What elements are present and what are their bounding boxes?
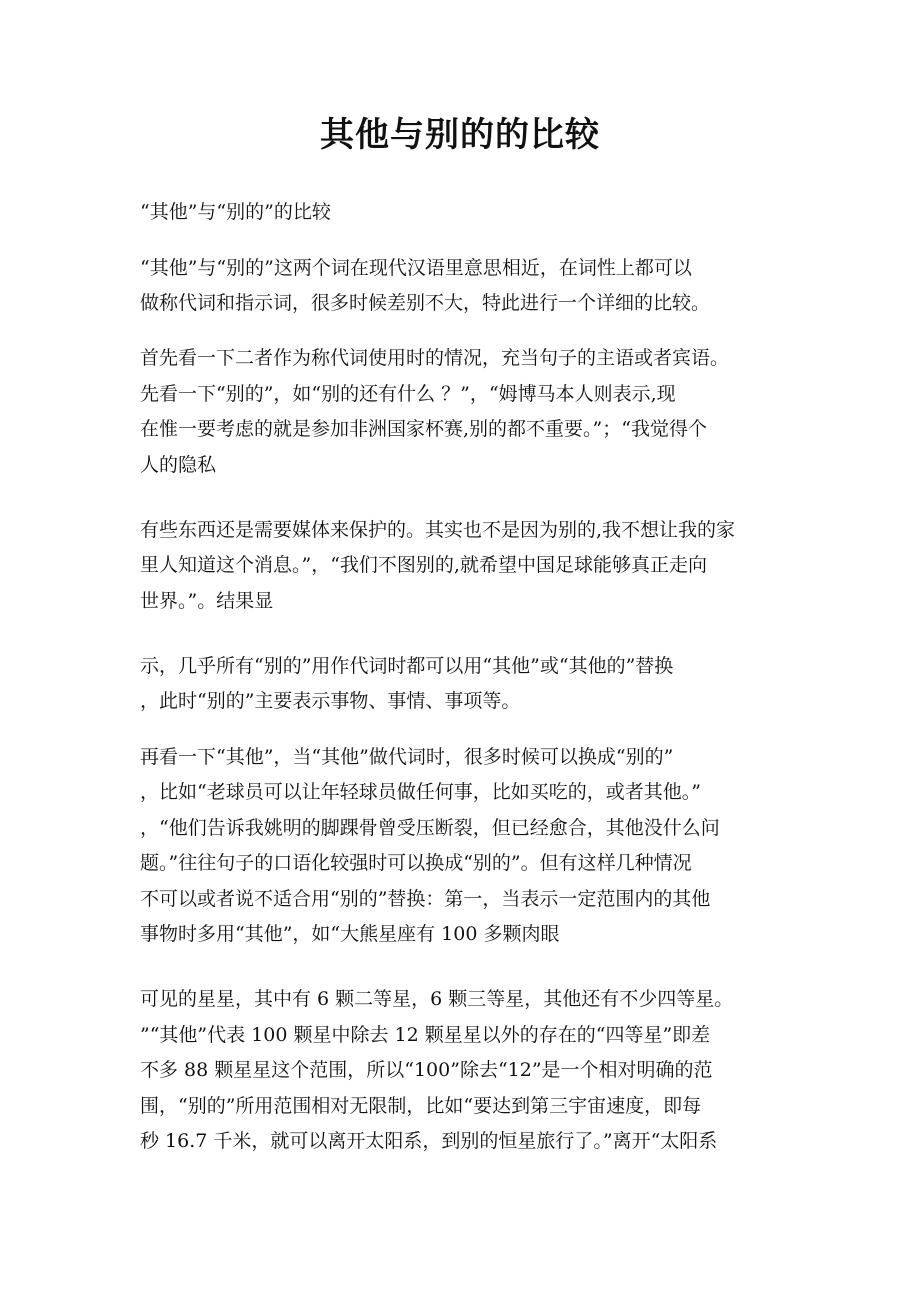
- text-line: 里人知道这个消息。”，“我们不图别的,就希望中国足球能够真正走向: [140, 554, 707, 576]
- text-line: “其他”与“别的”这两个词在现代汉语里意思相近，在词性上都可以: [140, 257, 692, 279]
- text-line: ，比如“老球员可以让年轻球员做任何事，比如买吃的，或者其他。”: [140, 781, 701, 803]
- text-line: 围，“别的”所用范围相对无限制，比如“要达到第三宇宙速度，即每: [140, 1095, 702, 1117]
- text-line: “其他”与“别的”的比较: [140, 201, 331, 223]
- document-title: 其他与别的的比较: [320, 115, 600, 155]
- text-line: 有些东西还是需要媒体来保护的。其实也不是因为别的,我不想让我的家: [140, 519, 736, 541]
- text-line: 事物时多用“其他”，如“大熊星座有 100 多颗肉眼: [140, 923, 560, 945]
- text-line: ，“他们告诉我姚明的脚踝骨曾受压断裂，但已经愈合，其他没什么问: [140, 817, 720, 839]
- text-line: ”“其他”代表 100 颗星中除去 12 颗星星以外的存在的“四等星”即差: [140, 1024, 711, 1046]
- text-line: 不可以或者说不适合用“别的”替换：第一，当表示一定范围内的其他: [140, 888, 711, 910]
- text-line: 首先看一下二者作为称代词使用时的情况，充当句子的主语或者宾语。: [140, 347, 730, 369]
- text-line: 示，几乎所有“别的”用作代词时都可以用“其他”或“其他的”替换: [140, 655, 674, 677]
- text-line: 人的隐私: [140, 454, 217, 476]
- text-line: 再看一下“其他”，当“其他”做代词时，很多时候可以换成“别的”: [140, 746, 674, 768]
- text-line: 秒 16.7 千米，就可以离开太阳系，到别的恒星旅行了。”离开“太阳系: [140, 1130, 718, 1152]
- text-line: 先看一下“别的”，如“别的还有什么 ？”，“姆博马本人则表示,现: [140, 383, 676, 405]
- text-line: 在惟一要考虑的就是参加非洲国家杯赛,别的都不重要。”；“我觉得个: [140, 418, 707, 440]
- text-line: 不多 88 颗星星这个范围，所以“100”除去“12”是一个相对明确的范: [140, 1059, 713, 1081]
- text-line: 题。”往往句子的口语化较强时可以换成“别的”。但有这样几种情况: [140, 852, 692, 874]
- text-line: 做称代词和指示词，很多时候差别不大，特此进行一个详细的比较。: [140, 292, 711, 314]
- text-line: ，此时“别的”主要表示事物、事情、事项等。: [140, 690, 521, 712]
- text-line: 可见的星星，其中有 6 颗二等星，6 颗三等星，其他还有不少四等星。: [140, 988, 734, 1010]
- text-line: 世界。”。结果显: [140, 590, 274, 612]
